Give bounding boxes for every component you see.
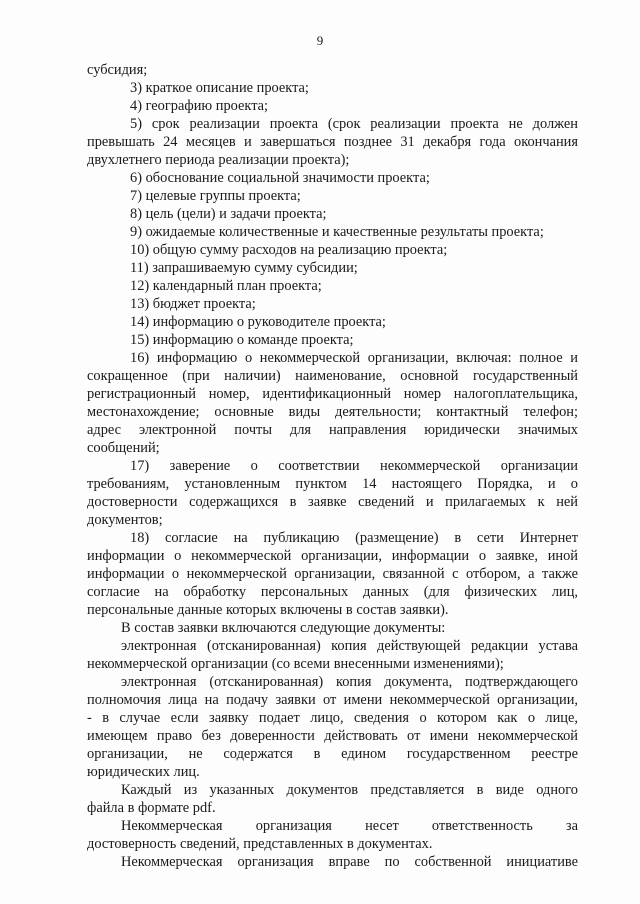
paragraph-start: Некоммерческая организация вправе по собственной инициативе [121,854,578,870]
text-line: документов; [87,512,163,528]
text-line: информации о некоммерческой организации, информации о заявке, иной [87,548,578,564]
text-line: полномочия лица на подачу заявки от имени некоммерческой организации, [87,692,578,708]
page-number: 9 [316,33,324,48]
paragraph-start: электронная (отсканированная) копия документа, подтверждающего [121,674,578,690]
list-item: 11) запрашиваемую сумму субсидии; [130,260,358,276]
list-item: 5) срок реализации проекта (срок реализации проекта не должен [130,116,578,132]
text-line: некоммерческой организации (со всеми внесенными изменениями); [87,656,504,672]
text-line: превышать 24 месяцев и завершаться позднее 31 декабря года окончания [87,134,578,150]
text-line: информации о некоммерческой организации, связанной с отбором, а также [87,566,578,582]
text-line: имеющем право без доверенности действовать от имени некоммерческой [87,728,578,744]
text-line: субсидия; [87,62,148,78]
text-line: сообщений; [87,440,160,456]
text-line: файла в формате pdf. [87,800,216,816]
text-line: достоверность сведений, представленных в документах. [87,836,433,852]
list-item: 12) календарный план проекта; [130,278,322,294]
list-item: 15) информацию о команде проекта; [130,332,354,348]
list-item: 10) общую сумму расходов на реализацию проекта; [130,242,448,258]
list-item: 7) целевые группы проекта; [130,188,301,204]
text-line: адрес электронной почты для направления юридически значимых [87,422,578,438]
text-line: согласие на обработку персональных данных (для физических лиц, [87,584,578,600]
list-item: 18) согласие на публикацию (размещение) в сети Интернет [130,530,578,546]
paragraph-start: электронная (отсканированная) копия действующей редакции устава [121,638,578,654]
list-item: 4) географию проекта; [130,98,269,114]
paragraph-start: Некоммерческая организация несет ответственность за [121,818,578,834]
text-line: достоверности содержащихся в заявке сведений и прилагаемых к ней [87,494,578,510]
text-line: требованиям, установленным пунктом 14 настоящего Порядка, и о [87,476,578,492]
text-line: - в случае если заявку подает лицо, сведения о котором как о лице, [87,710,578,726]
text-line: местонахождение; основные виды деятельности; контактный телефон; [87,404,578,420]
text-line: сокращенное (при наличии) наименование, основной государственный [87,368,578,384]
list-item: 14) информацию о руководителе проекта; [130,314,386,330]
list-item: 9) ожидаемые количественные и качественные результаты проекта; [130,224,544,240]
text-line: персональные данные которых включены в состав заявки). [87,602,449,618]
list-item: 17) заверение о соответствии некоммерческой организации [130,458,578,474]
paragraph-start: В состав заявки включаются следующие документы: [121,620,446,636]
list-item: 6) обоснование социальной значимости проекта; [130,170,430,186]
document-body [87,61,578,871]
list-item: 3) краткое описание проекта; [130,80,309,96]
text-line: регистрационный номер, идентификационный номер налогоплательщика, [87,386,578,402]
list-item: 13) бюджет проекта; [130,296,256,312]
list-item: 8) цель (цели) и задачи проекта; [130,206,327,222]
text-line: двухлетнего периода реализации проекта); [87,152,350,168]
list-item: 16) информацию о некоммерческой организации, включая: полное и [130,350,578,366]
paragraph-start: Каждый из указанных документов представляется в виде одного [121,782,578,798]
text-line: юридических лиц. [87,764,200,780]
text-line: организации, не содержатся в едином государственном реестре [87,746,578,762]
